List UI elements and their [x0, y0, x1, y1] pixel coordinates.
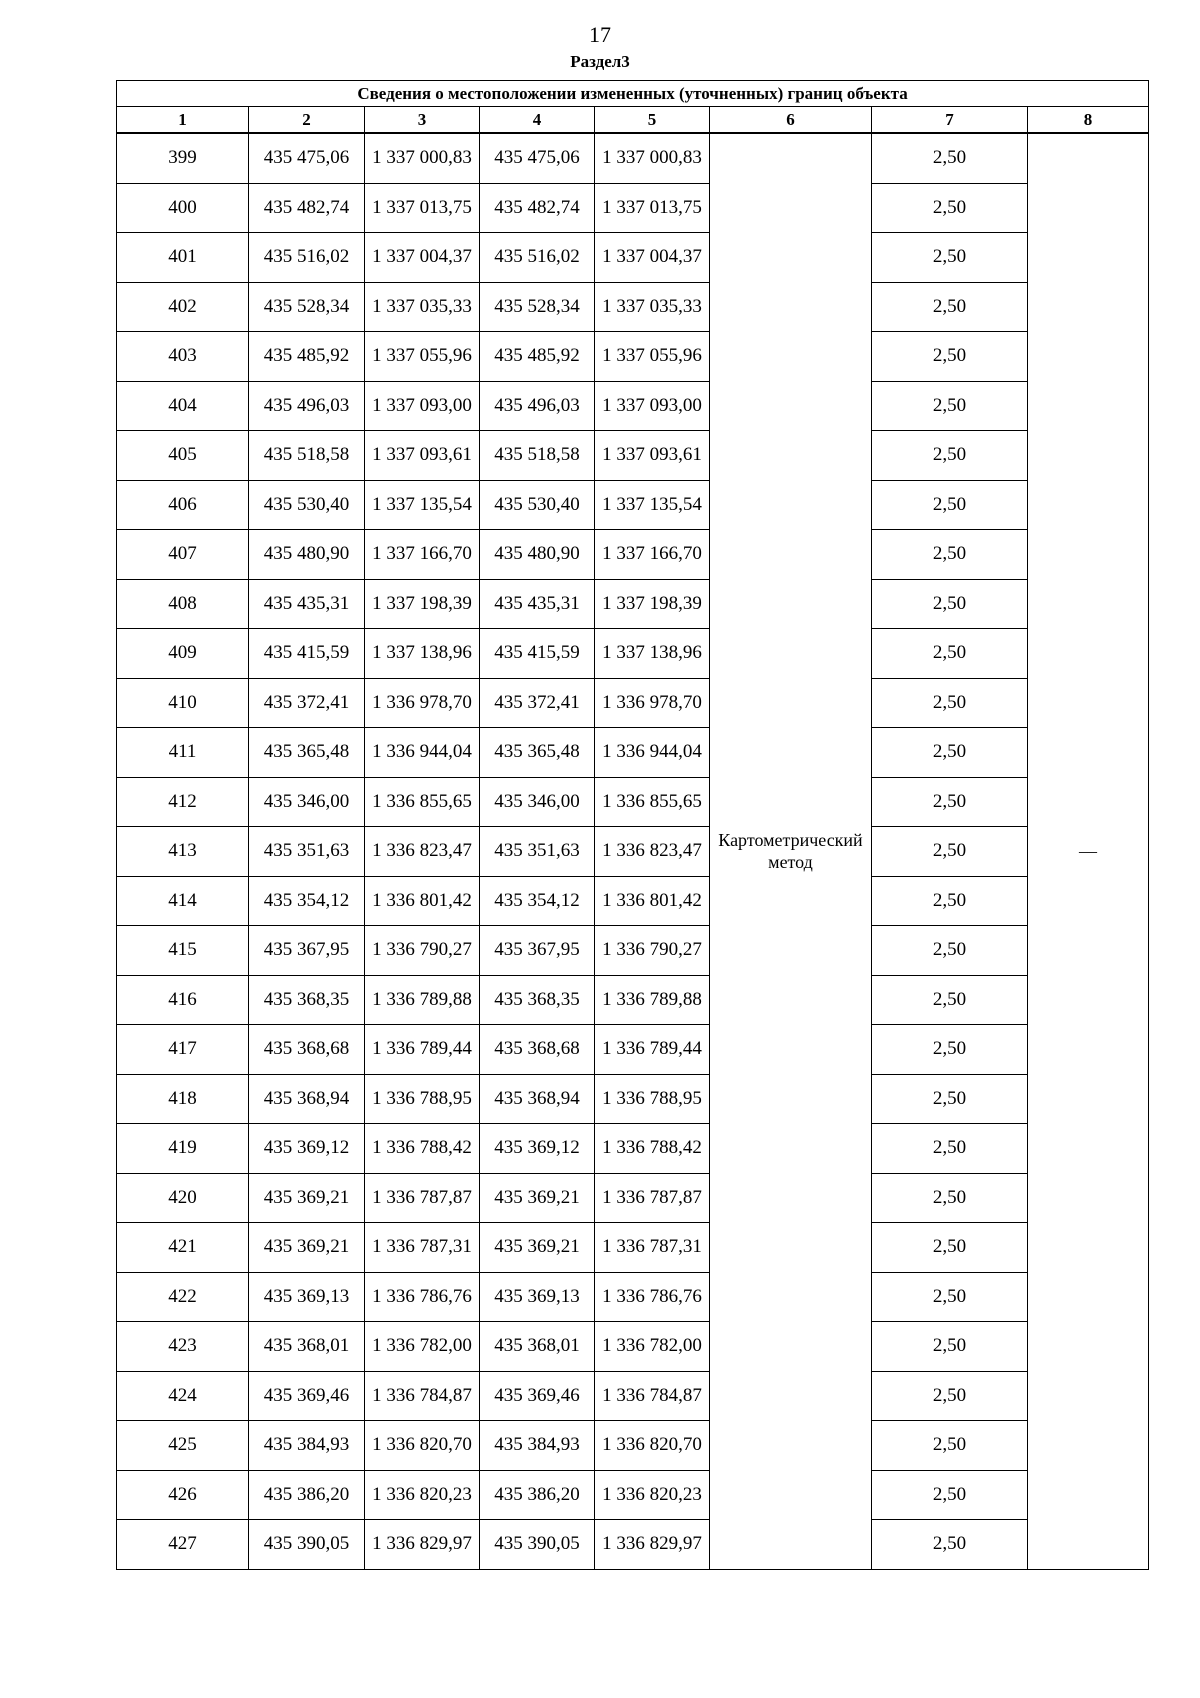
y-old-cell: 1 337 000,83 [365, 133, 480, 183]
y-old-cell: 1 337 166,70 [365, 530, 480, 580]
accuracy-cell: 2,50 [872, 728, 1028, 778]
y-old-cell: 1 336 788,95 [365, 1074, 480, 1124]
table-row [117, 975, 1149, 1025]
y-old-cell: 1 337 013,75 [365, 183, 480, 233]
x-new-cell: 435 354,12 [480, 876, 595, 926]
point-number-cell: 400 [117, 183, 249, 233]
x-new-cell: 435 475,06 [480, 133, 595, 183]
y-new-cell: 1 336 820,70 [595, 1421, 710, 1471]
column-number-6: 6 [710, 107, 872, 134]
table-row [117, 530, 1149, 580]
point-number-cell: 399 [117, 133, 249, 183]
y-old-cell: 1 336 855,65 [365, 777, 480, 827]
point-number-cell: 425 [117, 1421, 249, 1471]
y-new-cell: 1 337 013,75 [595, 183, 710, 233]
y-old-cell: 1 336 801,42 [365, 876, 480, 926]
table-row [117, 1371, 1149, 1421]
x-old-cell: 435 369,21 [249, 1223, 365, 1273]
x-new-cell: 435 368,94 [480, 1074, 595, 1124]
x-new-cell: 435 528,34 [480, 282, 595, 332]
point-number-cell: 424 [117, 1371, 249, 1421]
y-new-cell: 1 336 829,97 [595, 1520, 710, 1570]
y-new-cell: 1 336 788,95 [595, 1074, 710, 1124]
y-new-cell: 1 336 786,76 [595, 1272, 710, 1322]
x-new-cell: 435 369,12 [480, 1124, 595, 1174]
accuracy-cell: 2,50 [872, 629, 1028, 679]
accuracy-cell: 2,50 [872, 1470, 1028, 1520]
point-number-cell: 414 [117, 876, 249, 926]
accuracy-cell: 2,50 [872, 876, 1028, 926]
y-new-cell: 1 337 093,61 [595, 431, 710, 481]
y-new-cell: 1 336 855,65 [595, 777, 710, 827]
point-number-cell: 412 [117, 777, 249, 827]
table-row [117, 777, 1149, 827]
accuracy-cell: 2,50 [872, 1322, 1028, 1372]
y-old-cell: 1 336 787,31 [365, 1223, 480, 1273]
x-new-cell: 435 372,41 [480, 678, 595, 728]
x-new-cell: 435 369,21 [480, 1173, 595, 1223]
table-row [117, 1272, 1149, 1322]
y-new-cell: 1 336 788,42 [595, 1124, 710, 1174]
x-new-cell: 435 496,03 [480, 381, 595, 431]
point-number-cell: 426 [117, 1470, 249, 1520]
x-old-cell: 435 516,02 [249, 233, 365, 283]
x-old-cell: 435 496,03 [249, 381, 365, 431]
point-number-cell: 416 [117, 975, 249, 1025]
x-old-cell: 435 475,06 [249, 133, 365, 183]
point-number-cell: 411 [117, 728, 249, 778]
accuracy-cell: 2,50 [872, 431, 1028, 481]
column-number-5: 5 [595, 107, 710, 134]
y-old-cell: 1 336 790,27 [365, 926, 480, 976]
x-new-cell: 435 530,40 [480, 480, 595, 530]
y-new-cell: 1 336 801,42 [595, 876, 710, 926]
accuracy-cell: 2,50 [872, 678, 1028, 728]
x-new-cell: 435 368,01 [480, 1322, 595, 1372]
table-row [117, 233, 1149, 283]
accuracy-cell: 2,50 [872, 975, 1028, 1025]
y-old-cell: 1 336 829,97 [365, 1520, 480, 1570]
accuracy-cell: 2,50 [872, 530, 1028, 580]
y-new-cell: 1 337 055,96 [595, 332, 710, 382]
table-row [117, 1520, 1149, 1570]
accuracy-cell: 2,50 [872, 233, 1028, 283]
x-new-cell: 435 386,20 [480, 1470, 595, 1520]
y-new-cell: 1 336 823,47 [595, 827, 710, 877]
point-number-cell: 401 [117, 233, 249, 283]
method-cell: Картометрический метод [710, 133, 872, 1569]
x-new-cell: 435 369,46 [480, 1371, 595, 1421]
x-old-cell: 435 482,74 [249, 183, 365, 233]
x-old-cell: 435 384,93 [249, 1421, 365, 1471]
y-old-cell: 1 337 138,96 [365, 629, 480, 679]
table-row [117, 183, 1149, 233]
y-old-cell: 1 336 784,87 [365, 1371, 480, 1421]
y-new-cell: 1 337 035,33 [595, 282, 710, 332]
accuracy-cell: 2,50 [872, 827, 1028, 877]
point-number-cell: 427 [117, 1520, 249, 1570]
x-old-cell: 435 351,63 [249, 827, 365, 877]
table-row [117, 381, 1149, 431]
x-new-cell: 435 415,59 [480, 629, 595, 679]
x-new-cell: 435 369,21 [480, 1223, 595, 1273]
y-old-cell: 1 336 820,70 [365, 1421, 480, 1471]
accuracy-cell: 2,50 [872, 1371, 1028, 1421]
y-old-cell: 1 336 789,44 [365, 1025, 480, 1075]
x-new-cell: 435 516,02 [480, 233, 595, 283]
y-old-cell: 1 337 004,37 [365, 233, 480, 283]
y-new-cell: 1 336 978,70 [595, 678, 710, 728]
point-number-cell: 409 [117, 629, 249, 679]
x-new-cell: 435 480,90 [480, 530, 595, 580]
point-number-cell: 423 [117, 1322, 249, 1372]
y-old-cell: 1 337 135,54 [365, 480, 480, 530]
x-new-cell: 435 482,74 [480, 183, 595, 233]
column-number-2: 2 [249, 107, 365, 134]
x-old-cell: 435 485,92 [249, 332, 365, 382]
x-old-cell: 435 390,05 [249, 1520, 365, 1570]
x-new-cell: 435 346,00 [480, 777, 595, 827]
x-old-cell: 435 365,48 [249, 728, 365, 778]
y-new-cell: 1 336 944,04 [595, 728, 710, 778]
column-number-row [117, 107, 1149, 134]
point-number-cell: 418 [117, 1074, 249, 1124]
x-new-cell: 435 351,63 [480, 827, 595, 877]
point-number-cell: 422 [117, 1272, 249, 1322]
accuracy-cell: 2,50 [872, 1520, 1028, 1570]
x-new-cell: 435 384,93 [480, 1421, 595, 1471]
point-number-cell: 404 [117, 381, 249, 431]
table-body [117, 133, 1149, 1569]
column-number-1: 1 [117, 107, 249, 134]
x-old-cell: 435 368,35 [249, 975, 365, 1025]
section-title: Раздел3 [570, 52, 630, 71]
y-new-cell: 1 337 000,83 [595, 133, 710, 183]
point-number-cell: 405 [117, 431, 249, 481]
point-number-cell: 419 [117, 1124, 249, 1174]
accuracy-cell: 2,50 [872, 579, 1028, 629]
y-old-cell: 1 336 978,70 [365, 678, 480, 728]
y-new-cell: 1 337 004,37 [595, 233, 710, 283]
accuracy-cell: 2,50 [872, 1124, 1028, 1174]
y-new-cell: 1 336 790,27 [595, 926, 710, 976]
accuracy-cell: 2,50 [872, 777, 1028, 827]
table-row [117, 579, 1149, 629]
table-row [117, 1025, 1149, 1075]
column-number-3: 3 [365, 107, 480, 134]
table-caption: Сведения о местоположении измененных (уточненных) границ объекта [117, 81, 1149, 107]
table-row [117, 133, 1149, 183]
accuracy-cell: 2,50 [872, 1223, 1028, 1273]
x-old-cell: 435 368,94 [249, 1074, 365, 1124]
table-row [117, 332, 1149, 382]
accuracy-cell: 2,50 [872, 133, 1028, 183]
x-old-cell: 435 435,31 [249, 579, 365, 629]
point-number-cell: 415 [117, 926, 249, 976]
y-old-cell: 1 337 198,39 [365, 579, 480, 629]
x-old-cell: 435 367,95 [249, 926, 365, 976]
table-row [117, 1223, 1149, 1273]
x-old-cell: 435 369,12 [249, 1124, 365, 1174]
table-row [117, 926, 1149, 976]
x-new-cell: 435 368,35 [480, 975, 595, 1025]
table-row [117, 480, 1149, 530]
column-number-8: 8 [1028, 107, 1149, 134]
coordinates-table [116, 80, 1149, 1570]
x-old-cell: 435 369,46 [249, 1371, 365, 1421]
y-old-cell: 1 336 823,47 [365, 827, 480, 877]
y-old-cell: 1 336 782,00 [365, 1322, 480, 1372]
accuracy-cell: 2,50 [872, 1173, 1028, 1223]
y-old-cell: 1 337 093,00 [365, 381, 480, 431]
table-row [117, 282, 1149, 332]
x-new-cell: 435 435,31 [480, 579, 595, 629]
x-new-cell: 435 518,58 [480, 431, 595, 481]
table-row [117, 827, 1149, 877]
x-new-cell: 435 367,95 [480, 926, 595, 976]
table-row [117, 728, 1149, 778]
accuracy-cell: 2,50 [872, 926, 1028, 976]
accuracy-cell: 2,50 [872, 332, 1028, 382]
accuracy-cell: 2,50 [872, 1074, 1028, 1124]
point-number-cell: 413 [117, 827, 249, 877]
y-old-cell: 1 337 093,61 [365, 431, 480, 481]
x-old-cell: 435 368,68 [249, 1025, 365, 1075]
accuracy-cell: 2,50 [872, 480, 1028, 530]
x-old-cell: 435 518,58 [249, 431, 365, 481]
x-old-cell: 435 386,20 [249, 1470, 365, 1520]
accuracy-cell: 2,50 [872, 282, 1028, 332]
accuracy-cell: 2,50 [872, 1272, 1028, 1322]
point-number-cell: 421 [117, 1223, 249, 1273]
y-old-cell: 1 336 789,88 [365, 975, 480, 1025]
accuracy-cell: 2,50 [872, 381, 1028, 431]
column-number-7: 7 [872, 107, 1028, 134]
x-new-cell: 435 365,48 [480, 728, 595, 778]
y-new-cell: 1 336 782,00 [595, 1322, 710, 1372]
point-number-cell: 402 [117, 282, 249, 332]
x-new-cell: 435 390,05 [480, 1520, 595, 1570]
y-new-cell: 1 336 787,31 [595, 1223, 710, 1273]
accuracy-cell: 2,50 [872, 183, 1028, 233]
table-row [117, 1421, 1149, 1471]
table-row [117, 1124, 1149, 1174]
point-number-cell: 407 [117, 530, 249, 580]
x-old-cell: 435 368,01 [249, 1322, 365, 1372]
x-new-cell: 435 368,68 [480, 1025, 595, 1075]
y-new-cell: 1 337 093,00 [595, 381, 710, 431]
y-new-cell: 1 336 784,87 [595, 1371, 710, 1421]
y-old-cell: 1 336 787,87 [365, 1173, 480, 1223]
y-new-cell: 1 336 789,88 [595, 975, 710, 1025]
table-row [117, 678, 1149, 728]
y-new-cell: 1 337 166,70 [595, 530, 710, 580]
y-old-cell: 1 336 788,42 [365, 1124, 480, 1174]
accuracy-cell: 2,50 [872, 1421, 1028, 1471]
x-old-cell: 435 415,59 [249, 629, 365, 679]
table-row [117, 1074, 1149, 1124]
point-number-cell: 406 [117, 480, 249, 530]
y-old-cell: 1 336 944,04 [365, 728, 480, 778]
table-row [117, 876, 1149, 926]
x-old-cell: 435 528,34 [249, 282, 365, 332]
point-number-cell: 417 [117, 1025, 249, 1075]
table-row [117, 1470, 1149, 1520]
x-new-cell: 435 369,13 [480, 1272, 595, 1322]
table-row [117, 431, 1149, 481]
point-number-cell: 403 [117, 332, 249, 382]
x-old-cell: 435 354,12 [249, 876, 365, 926]
note-cell: — [1028, 133, 1149, 1569]
y-new-cell: 1 336 820,23 [595, 1470, 710, 1520]
column-number-4: 4 [480, 107, 595, 134]
y-old-cell: 1 336 820,23 [365, 1470, 480, 1520]
table-row [117, 1173, 1149, 1223]
y-old-cell: 1 336 786,76 [365, 1272, 480, 1322]
y-old-cell: 1 337 035,33 [365, 282, 480, 332]
y-new-cell: 1 336 787,87 [595, 1173, 710, 1223]
x-old-cell: 435 369,21 [249, 1173, 365, 1223]
y-new-cell: 1 337 198,39 [595, 579, 710, 629]
accuracy-cell: 2,50 [872, 1025, 1028, 1075]
point-number-cell: 408 [117, 579, 249, 629]
y-new-cell: 1 337 135,54 [595, 480, 710, 530]
x-new-cell: 435 485,92 [480, 332, 595, 382]
table-row [117, 629, 1149, 679]
table-row [117, 1322, 1149, 1372]
y-new-cell: 1 336 789,44 [595, 1025, 710, 1075]
table-caption-row [117, 81, 1149, 107]
point-number-cell: 410 [117, 678, 249, 728]
x-old-cell: 435 372,41 [249, 678, 365, 728]
x-old-cell: 435 346,00 [249, 777, 365, 827]
y-old-cell: 1 337 055,96 [365, 332, 480, 382]
point-number-cell: 420 [117, 1173, 249, 1223]
x-old-cell: 435 530,40 [249, 480, 365, 530]
y-new-cell: 1 337 138,96 [595, 629, 710, 679]
page-number: 17 [589, 22, 611, 47]
x-old-cell: 435 480,90 [249, 530, 365, 580]
x-old-cell: 435 369,13 [249, 1272, 365, 1322]
